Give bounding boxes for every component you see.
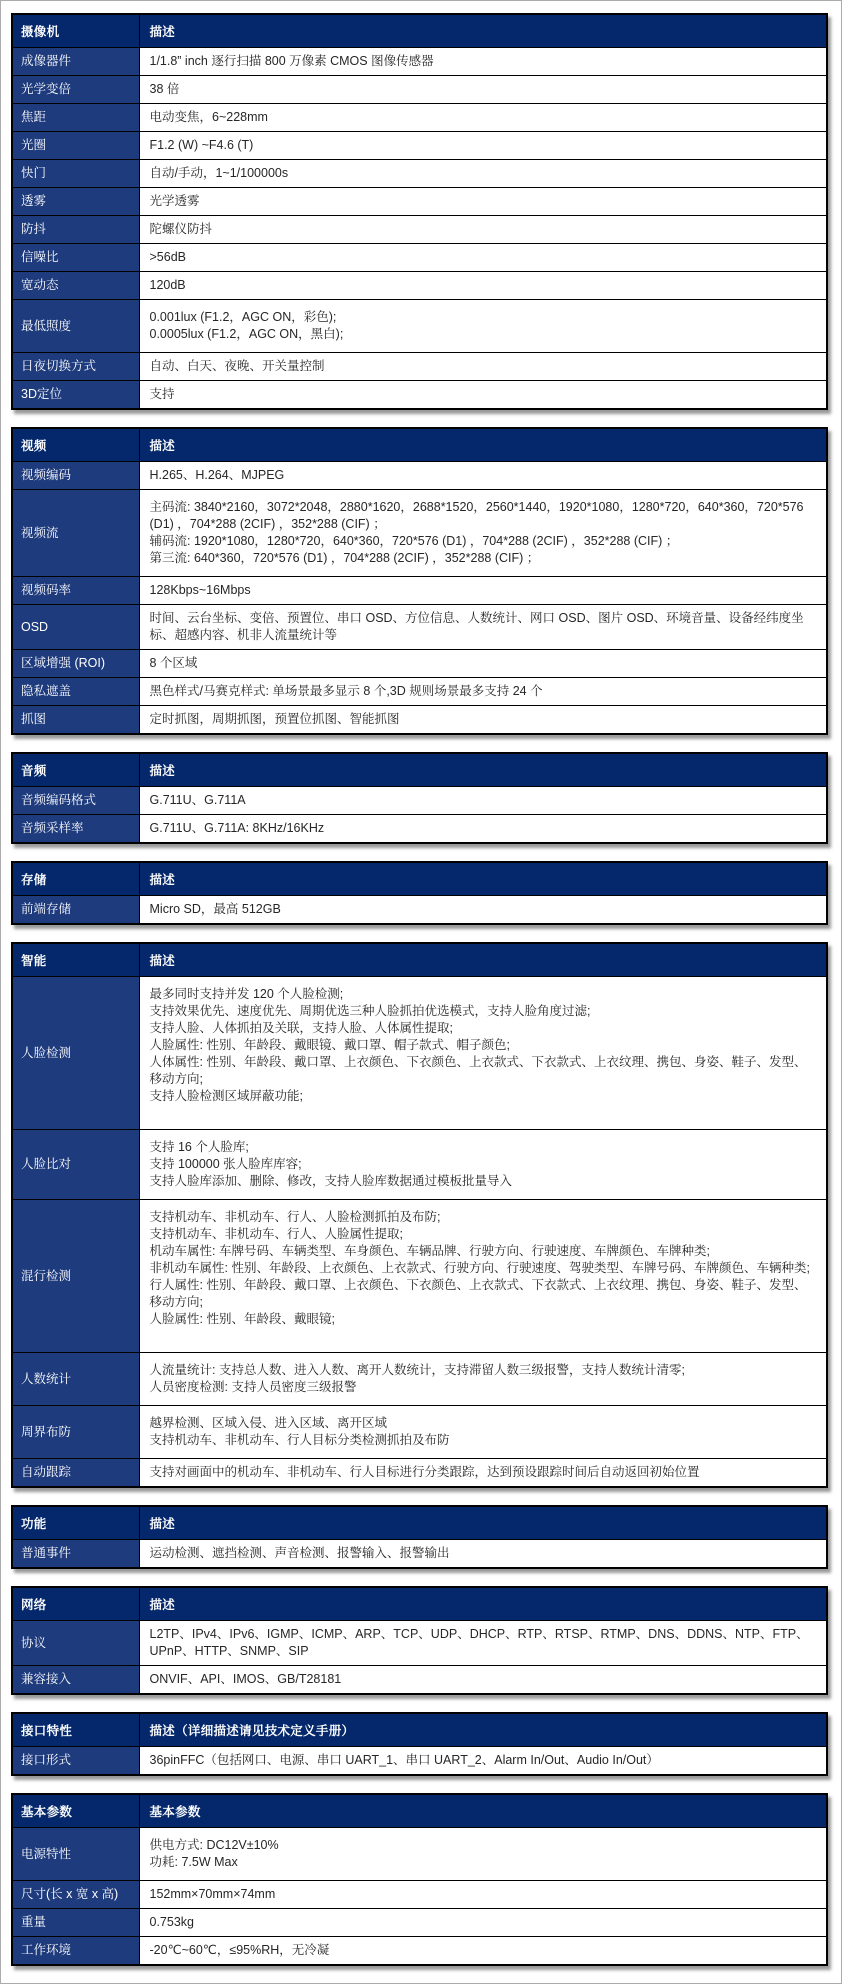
spec-row-value bbox=[139, 787, 827, 815]
spec-row-value bbox=[139, 1406, 827, 1459]
section-table-storage bbox=[11, 861, 828, 925]
spec-row-label: 视频流 bbox=[12, 490, 139, 577]
spec-row-value bbox=[139, 381, 827, 410]
spec-row-value bbox=[139, 160, 827, 188]
spec-row-value bbox=[139, 815, 827, 844]
spec-row-value bbox=[139, 896, 827, 925]
spec-line: 支持效果优先、速度优先、周期优选三种人脸抓拍优选模式，支持人脸角度过滤; bbox=[149, 1004, 591, 1018]
section-table-camera bbox=[11, 13, 828, 410]
spec-row bbox=[12, 244, 827, 272]
spec-row-label: 光学变倍 bbox=[12, 76, 139, 104]
spec-line: 支持对画面中的机动车、非机动车、行人目标进行分类跟踪，达到预设跟踪时间后自动返回初始位置 bbox=[149, 1465, 700, 1479]
spec-row-value bbox=[139, 1353, 827, 1406]
section-title: 功能 bbox=[12, 1506, 139, 1540]
spec-line: 光学透雾 bbox=[149, 194, 200, 208]
spec-row-label: 最低照度 bbox=[12, 300, 139, 353]
section-title: 视频 bbox=[12, 428, 139, 462]
section-header-row bbox=[12, 1794, 827, 1828]
spec-row-label: 宽动态 bbox=[12, 272, 139, 300]
spec-row-value bbox=[139, 1459, 827, 1488]
section-title: 智能 bbox=[12, 943, 139, 977]
section-table-interface bbox=[11, 1712, 828, 1776]
spec-row bbox=[12, 48, 827, 76]
spec-row-label: 周界布防 bbox=[12, 1406, 139, 1459]
spec-row-label: 视频码率 bbox=[12, 577, 139, 605]
spec-line: 最多同时支持并发 120 个人脸检测; bbox=[149, 987, 344, 1001]
spec-row bbox=[12, 1881, 827, 1909]
spec-row-label: 前端存储 bbox=[12, 896, 139, 925]
spec-row bbox=[12, 1540, 827, 1569]
spec-row bbox=[12, 1459, 827, 1488]
spec-row-value bbox=[139, 1200, 827, 1353]
spec-line: 支持人脸库添加、删除、修改，支持人脸库数据通过模板批量导入 bbox=[149, 1174, 513, 1188]
section-table-network bbox=[11, 1586, 828, 1695]
spec-line: 自动、白天、夜晚、开关量控制 bbox=[149, 359, 325, 373]
spec-line: 0.0005lux (F1.2，AGC ON，黑白); bbox=[149, 327, 344, 341]
spec-row-label: OSD bbox=[12, 605, 139, 650]
spec-line: 1/1.8” inch 逐行扫描 800 万像素 CMOS 图像传感器 bbox=[149, 54, 434, 68]
spec-row bbox=[12, 577, 827, 605]
spec-line: 0.753kg bbox=[149, 1915, 194, 1929]
spec-row bbox=[12, 678, 827, 706]
spec-row-label: 接口形式 bbox=[12, 1747, 139, 1776]
spec-row-value bbox=[139, 216, 827, 244]
spec-line: G.711U、G.711A bbox=[149, 793, 246, 807]
spec-line: 人员密度检测: 支持人员密度三级报警 bbox=[149, 1380, 357, 1394]
spec-line: 36pinFFC（包括网口、电源、串口 UART_1、串口 UART_2、Alarm In/Out、Audio In/Out） bbox=[149, 1753, 659, 1767]
section-header-row bbox=[12, 1713, 827, 1747]
section-header-row bbox=[12, 1587, 827, 1621]
spec-line: H.265、H.264、MJPEG bbox=[149, 468, 285, 482]
spec-row-value bbox=[139, 678, 827, 706]
spec-line: -20℃~60℃，≤95%RH，无冷凝 bbox=[149, 1943, 330, 1957]
spec-row-label: 快门 bbox=[12, 160, 139, 188]
section-table-audio bbox=[11, 752, 828, 844]
section-header-row bbox=[12, 862, 827, 896]
spec-row-value bbox=[139, 132, 827, 160]
spec-tables-container bbox=[1, 13, 841, 1966]
spec-line: 定时抓图，周期抓图，预置位抓图、智能抓图 bbox=[149, 712, 400, 726]
spec-row-label: 自动跟踪 bbox=[12, 1459, 139, 1488]
spec-line: 陀螺仪防抖 bbox=[149, 222, 213, 236]
spec-row bbox=[12, 1666, 827, 1695]
section-table-video bbox=[11, 427, 828, 735]
section-title: 接口特性 bbox=[12, 1713, 139, 1747]
spec-line: 人脸属性: 性别、年龄段、戴眼镜; bbox=[149, 1312, 335, 1326]
section-desc-label: 基本参数 bbox=[139, 1794, 827, 1828]
spec-row-value bbox=[139, 577, 827, 605]
spec-row-label: 重量 bbox=[12, 1909, 139, 1937]
spec-line: 支持机动车、非机动车、行人目标分类检测抓拍及布防 bbox=[149, 1433, 450, 1447]
section-title: 基本参数 bbox=[12, 1794, 139, 1828]
spec-line: F1.2 (W) ~F4.6 (T) bbox=[149, 138, 254, 152]
section-header-row bbox=[12, 14, 827, 48]
spec-row-value bbox=[139, 650, 827, 678]
spec-row-value bbox=[139, 1540, 827, 1569]
spec-row-value bbox=[139, 1130, 827, 1200]
spec-row-label: 防抖 bbox=[12, 216, 139, 244]
spec-row-label: 3D定位 bbox=[12, 381, 139, 410]
spec-row-label: 透雾 bbox=[12, 188, 139, 216]
spec-row-value bbox=[139, 977, 827, 1130]
spec-line: 功耗: 7.5W Max bbox=[149, 1855, 238, 1869]
spec-row bbox=[12, 650, 827, 678]
spec-row-label: 视频编码 bbox=[12, 462, 139, 490]
spec-line: 主码流: 3840*2160，3072*2048，2880*1620，2688*1520，2560*1440，1920*1080，1280*720，640*360，720*576 (D1) ，704*288 (2CIF) ，352*288 (CIF) ； bbox=[149, 500, 804, 531]
spec-line: 非机动车属性: 性别、年龄段、上衣颜色、上衣款式、行驶方向、行驶速度、驾驶类型、车牌号码、车牌颜色、车辆种类; bbox=[149, 1261, 810, 1275]
spec-line: 支持 100000 张人脸库库容; bbox=[149, 1157, 302, 1171]
spec-row-label: 焦距 bbox=[12, 104, 139, 132]
spec-line: 供电方式: DC12V±10% bbox=[149, 1838, 279, 1852]
spec-row-label: 兼容接入 bbox=[12, 1666, 139, 1695]
spec-line: 行人属性: 性别、年龄段、戴口罩、上衣颜色、下衣颜色、上衣款式、下衣款式、上衣纹理、携包、身姿、鞋子、发型、移动方向; bbox=[149, 1278, 807, 1309]
spec-row-label: 电源特性 bbox=[12, 1828, 139, 1881]
spec-line: 8 个区域 bbox=[149, 656, 198, 670]
spec-line: ONVIF、API、IMOS、GB/T28181 bbox=[149, 1672, 342, 1686]
spec-row-value bbox=[139, 605, 827, 650]
spec-line: 0.001lux (F1.2，AGC ON，彩色); bbox=[149, 310, 337, 324]
spec-line: 电动变焦，6~228mm bbox=[149, 110, 268, 124]
spec-row bbox=[12, 160, 827, 188]
spec-row-value bbox=[139, 1621, 827, 1666]
spec-row bbox=[12, 787, 827, 815]
section-desc-label: 描述 bbox=[139, 428, 827, 462]
spec-row bbox=[12, 1828, 827, 1881]
spec-row bbox=[12, 272, 827, 300]
spec-row-label: 成像器件 bbox=[12, 48, 139, 76]
section-desc-label: 描述 bbox=[139, 943, 827, 977]
spec-row-label: 尺寸(长 x 宽 x 高) bbox=[12, 1881, 139, 1909]
section-desc-label: 描述 bbox=[139, 1506, 827, 1540]
section-header-row bbox=[12, 943, 827, 977]
section-desc-label: 描述 bbox=[139, 14, 827, 48]
spec-row bbox=[12, 1621, 827, 1666]
spec-row-label: 人脸检测 bbox=[12, 977, 139, 1130]
spec-row-label: 混行检测 bbox=[12, 1200, 139, 1353]
spec-row-value bbox=[139, 490, 827, 577]
spec-row-value bbox=[139, 272, 827, 300]
spec-row-label: 信噪比 bbox=[12, 244, 139, 272]
spec-row-label: 工作环境 bbox=[12, 1937, 139, 1966]
spec-line: G.711U、G.711A: 8KHz/16KHz bbox=[149, 821, 325, 835]
spec-row-label: 光圈 bbox=[12, 132, 139, 160]
spec-row-label: 人数统计 bbox=[12, 1353, 139, 1406]
spec-row bbox=[12, 216, 827, 244]
spec-row-label: 音频编码格式 bbox=[12, 787, 139, 815]
spec-line: 第三流: 640*360，720*576 (D1) ，704*288 (2CIF) ，352*288 (CIF) ； bbox=[149, 551, 540, 565]
spec-row bbox=[12, 706, 827, 735]
section-header-row bbox=[12, 428, 827, 462]
spec-line: Micro SD，最高 512GB bbox=[149, 902, 281, 916]
section-title: 摄像机 bbox=[12, 14, 139, 48]
section-title: 音频 bbox=[12, 753, 139, 787]
spec-line: 时间、云台坐标、变倍、预置位、串口 OSD、方位信息、人数统计、网口 OSD、图片 OSD、环境音量、设备经纬度坐标、超感内容、机非人流量统计等 bbox=[149, 611, 804, 642]
spec-row bbox=[12, 1406, 827, 1459]
spec-line: 支持人脸、人体抓拍及关联，支持人脸、人体属性提取; bbox=[149, 1021, 453, 1035]
section-desc-label: 描述（详细描述请见技术定义手册） bbox=[139, 1713, 827, 1747]
section-table-intelligence bbox=[11, 942, 828, 1488]
spec-line: 支持 bbox=[149, 387, 175, 401]
spec-line: 支持 16 个人脸库; bbox=[149, 1140, 249, 1154]
spec-line: 机动车属性: 车牌号码、车辆类型、车身颜色、车辆品牌、行驶方向、行驶速度、车牌颜色、车牌种类; bbox=[149, 1244, 710, 1258]
spec-row bbox=[12, 815, 827, 844]
spec-row-value bbox=[139, 300, 827, 353]
spec-row-value bbox=[139, 76, 827, 104]
spec-line: 支持机动车、非机动车、行人、人脸属性提取; bbox=[149, 1227, 403, 1241]
spec-row bbox=[12, 462, 827, 490]
spec-line: 越界检测、区域入侵、进入区域、离开区域 bbox=[149, 1416, 388, 1430]
spec-row bbox=[12, 132, 827, 160]
spec-row-value bbox=[139, 104, 827, 132]
spec-line: 人流量统计: 支持总人数、进入人数、离开人数统计，支持滞留人数三级报警，支持人数统计清零; bbox=[149, 1363, 685, 1377]
spec-line: 人体属性: 性别、年龄段、戴口罩、上衣颜色、下衣颜色、上衣款式、下衣款式、上衣纹理、携包、身姿、鞋子、发型、移动方向; bbox=[149, 1055, 807, 1086]
spec-line: 152mm×70mm×74mm bbox=[149, 1887, 276, 1901]
spec-line: 黑色样式/马赛克样式: 单场景最多显示 8 个,3D 规则场景最多支持 24 个 bbox=[149, 684, 543, 698]
spec-row-label: 区域增强 (ROI) bbox=[12, 650, 139, 678]
section-header-row bbox=[12, 753, 827, 787]
spec-row-value bbox=[139, 188, 827, 216]
spec-line: 辅码流: 1920*1080，1280*720，640*360，720*576 (D1) ，704*288 (2CIF) ，352*288 (CIF) ； bbox=[149, 534, 679, 548]
spec-row bbox=[12, 896, 827, 925]
spec-line: 38 倍 bbox=[149, 82, 180, 96]
section-desc-label: 描述 bbox=[139, 1587, 827, 1621]
spec-row bbox=[12, 104, 827, 132]
spec-row bbox=[12, 1200, 827, 1353]
spec-row-value bbox=[139, 1937, 827, 1966]
spec-row-value bbox=[139, 1881, 827, 1909]
spec-row-value bbox=[139, 1747, 827, 1776]
spec-row bbox=[12, 1937, 827, 1966]
spec-row bbox=[12, 977, 827, 1130]
spec-row bbox=[12, 1747, 827, 1776]
spec-row bbox=[12, 353, 827, 381]
spec-row-label: 日夜切换方式 bbox=[12, 353, 139, 381]
spec-line: 自动/手动，1~1/100000s bbox=[149, 166, 289, 180]
spec-line: 128Kbps~16Mbps bbox=[149, 583, 251, 597]
spec-row bbox=[12, 605, 827, 650]
spec-row bbox=[12, 188, 827, 216]
spec-row bbox=[12, 300, 827, 353]
spec-line: 人脸属性: 性别、年龄段、戴眼镜、戴口罩、帽子款式、帽子颜色; bbox=[149, 1038, 510, 1052]
spec-row-label: 协议 bbox=[12, 1621, 139, 1666]
spec-row-label: 隐私遮盖 bbox=[12, 678, 139, 706]
spec-line: L2TP、IPv4、IPv6、IGMP、ICMP、ARP、TCP、UDP、DHCP、RTP、RTSP、RTMP、DNS、DDNS、NTP、FTP、UPnP、HTTP、SNMP、SIP bbox=[149, 1627, 809, 1658]
spec-row bbox=[12, 381, 827, 410]
section-title: 存储 bbox=[12, 862, 139, 896]
spec-line: >56dB bbox=[149, 250, 186, 264]
spec-row-label: 人脸比对 bbox=[12, 1130, 139, 1200]
spec-row-value bbox=[139, 353, 827, 381]
section-table-basic bbox=[11, 1793, 828, 1966]
spec-row-label: 音频采样率 bbox=[12, 815, 139, 844]
spec-row-value bbox=[139, 48, 827, 76]
spec-row-value bbox=[139, 1828, 827, 1881]
section-table-features bbox=[11, 1505, 828, 1569]
spec-row-value bbox=[139, 244, 827, 272]
spec-row bbox=[12, 1353, 827, 1406]
spec-row bbox=[12, 1909, 827, 1937]
section-desc-label: 描述 bbox=[139, 862, 827, 896]
section-header-row bbox=[12, 1506, 827, 1540]
spec-row bbox=[12, 1130, 827, 1200]
spec-row-value bbox=[139, 706, 827, 735]
spec-line: 支持机动车、非机动车、行人、人脸检测抓拍及布防; bbox=[149, 1210, 441, 1224]
section-title: 网络 bbox=[12, 1587, 139, 1621]
spec-row-value bbox=[139, 462, 827, 490]
spec-row-label: 普通事件 bbox=[12, 1540, 139, 1569]
spec-row-value bbox=[139, 1666, 827, 1695]
spec-row-value bbox=[139, 1909, 827, 1937]
spec-line: 120dB bbox=[149, 278, 186, 292]
section-desc-label: 描述 bbox=[139, 753, 827, 787]
spec-line: 运动检测、遮挡检测、声音检测、报警输入、报警输出 bbox=[149, 1546, 450, 1560]
spec-row bbox=[12, 76, 827, 104]
spec-row-label: 抓图 bbox=[12, 706, 139, 735]
spec-row bbox=[12, 490, 827, 577]
spec-line: 支持人脸检测区域屏蔽功能; bbox=[149, 1089, 303, 1103]
